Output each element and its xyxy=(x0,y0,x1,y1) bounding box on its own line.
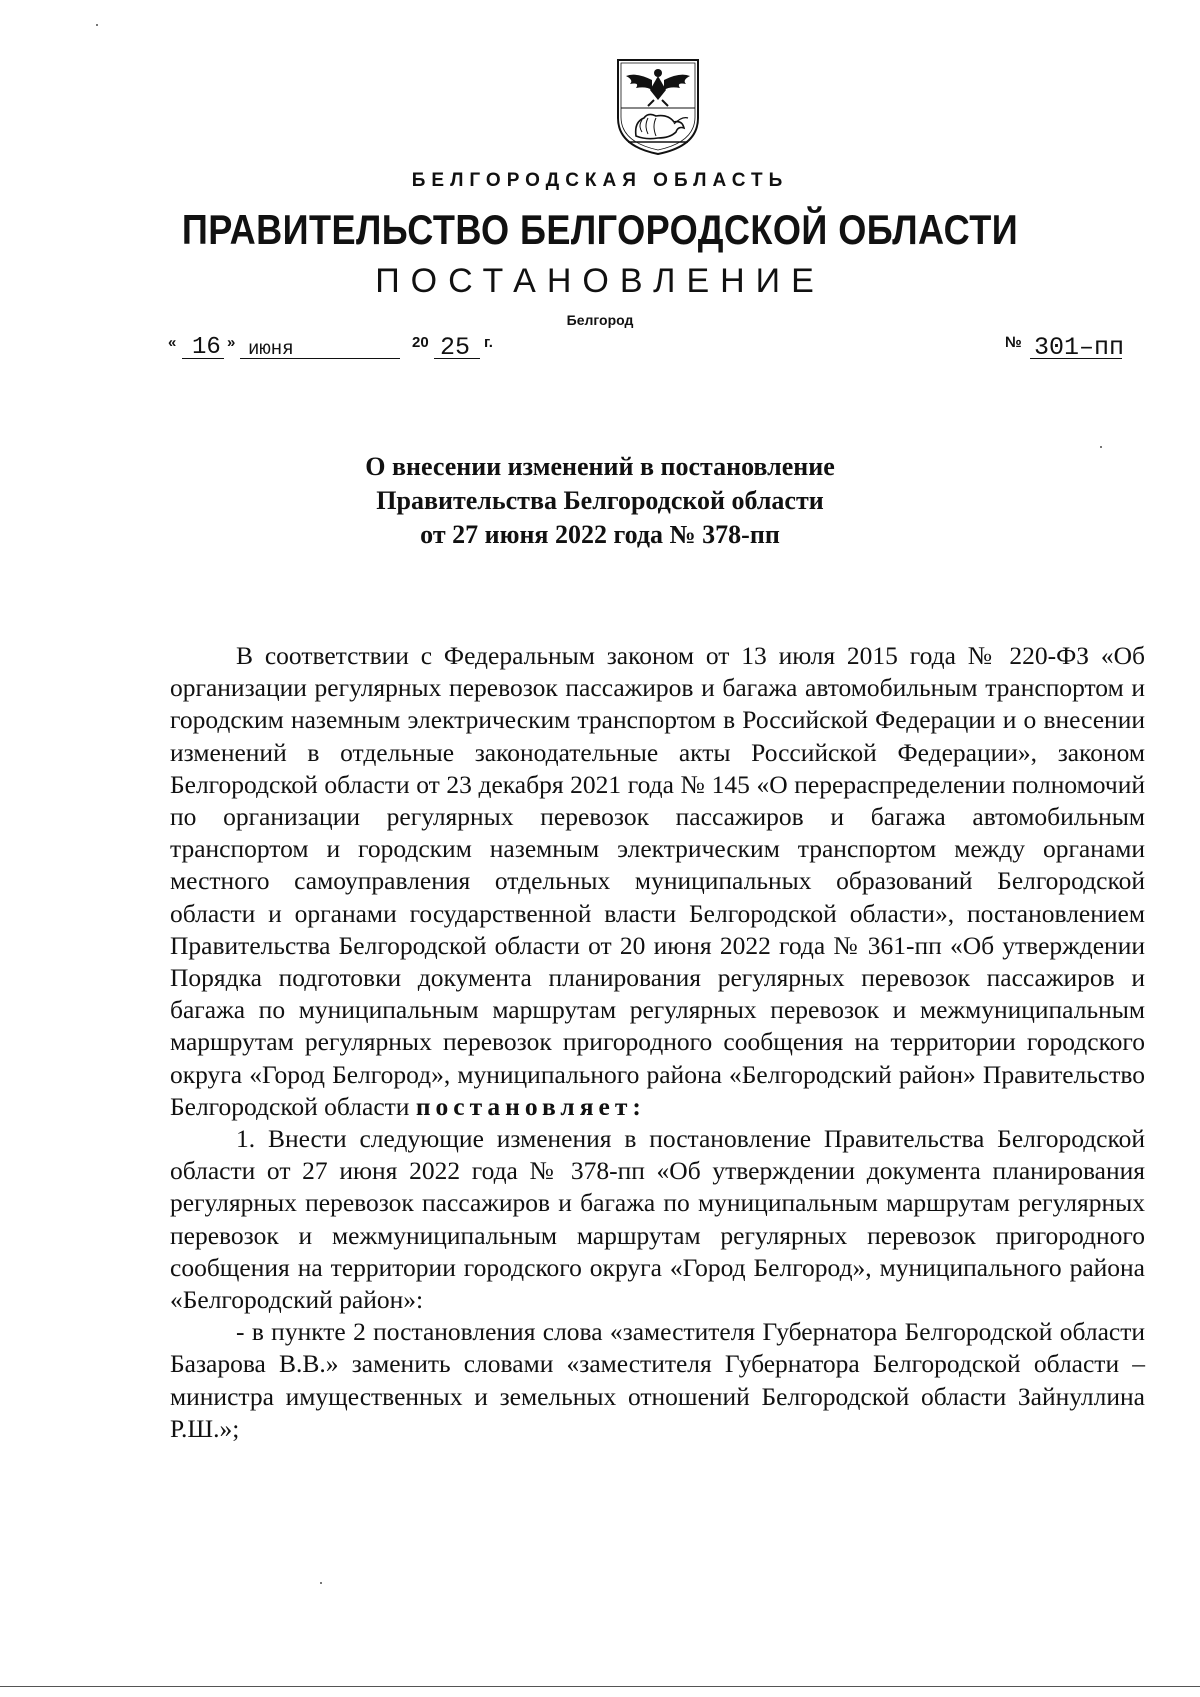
year-underline xyxy=(434,358,480,359)
date-year-prefix: 20 xyxy=(412,334,429,351)
scan-speck xyxy=(320,1582,322,1584)
month-underline xyxy=(240,358,400,359)
date-month: июня xyxy=(248,338,294,360)
city-name: Белгород xyxy=(566,312,634,328)
decree-colon: : xyxy=(632,1091,641,1121)
decree-word: постановляет xyxy=(415,1091,633,1121)
government-name: ПРАВИТЕЛЬСТВО БЕЛГОРОДСКОЙ ОБЛАСТИ xyxy=(181,206,1019,253)
belgorod-coat-of-arms-icon xyxy=(612,56,704,156)
date-quote-close: » xyxy=(227,334,236,351)
preamble-paragraph xyxy=(170,640,1145,1123)
date-day: 16 xyxy=(192,334,221,361)
scan-edge-line xyxy=(0,1686,1200,1687)
document-type: ПОСТАНОВЛЕНИЕ xyxy=(375,262,825,300)
date-year-suffix: 25 xyxy=(440,333,471,362)
title-line-2: Правительства Белгородской области xyxy=(376,486,824,515)
scan-speck xyxy=(1100,446,1102,448)
region-name: БЕЛГОРОДСКАЯ ОБЛАСТЬ xyxy=(411,170,789,191)
date-quote-open: « xyxy=(168,334,177,351)
date-year-abbr: г. xyxy=(484,334,493,351)
item-1-paragraph: 1. Внести следующие изменения в постановление Правительства Белгородской области от 27 июня 2022 года № 378-пп «Об утверждении документа планирования регулярных перевозок пассажиров и багажа по муниципальным маршрутам регулярных перевозок и межмуниципальным маршрутам регулярных перевозок пригородного сообщения на территории городского округа «Город Белгород», муниципального района «Белгородский район»: xyxy=(170,1124,1145,1315)
day-underline xyxy=(182,358,224,359)
number-underline xyxy=(1030,358,1122,359)
preamble-text: В соответствии с Федеральным законом от 13 июля 2015 года № 220-ФЗ «Об организации регулярных перевозок пассажиров и багажа автомобильным транспортом и городским наземным электрическим транспортом в Российской Федерации и о внесении изменений в отдельные законодательные акты Российской Федерации», законом Белгородской области от 23 декабря 2021 года № 145 «О перераспределении полномочий по организации регулярных перевозок пассажиров и багажа автомобильным транспортом и городским наземным электрическим транспортом между органами местного самоуправления отдельных муниципальных образований Белгородской области и органами государственной власти Белгородской области», постановлением Правительства Белгородской области от 20 июня 2022 года № 361-пп «Об утверждении Порядка подготовки документа планирования регулярных перевозок пассажиров и багажа по муниципальным маршрутам регулярных перевозок и межмуниципальным маршрутам регулярных перевозок пригородного сообщения на территории городского округа «Город Белгород», муниципального района «Белгородский район» Правительство Белгородской области xyxy=(170,641,1145,1121)
title-line-3: от 27 июня 2022 года № 378-пп xyxy=(420,520,780,549)
document-title xyxy=(0,450,1200,552)
number-label: № xyxy=(1005,334,1022,351)
item-1-subitem-1: - в пункте 2 постановления слова «заместителя Губернатора Белгородской области Базарова В.В.» заменить словами «заместителя Губернатора Белгородской области – министра имущественных и земельных отношений Белгородской области Зайнуллина Р.Ш.»; xyxy=(170,1317,1145,1443)
scan-speck xyxy=(96,24,98,26)
document-number: 301–пп xyxy=(1034,333,1125,362)
title-line-1: О внесении изменений в постановление xyxy=(365,452,835,481)
document-body xyxy=(170,640,1145,1445)
